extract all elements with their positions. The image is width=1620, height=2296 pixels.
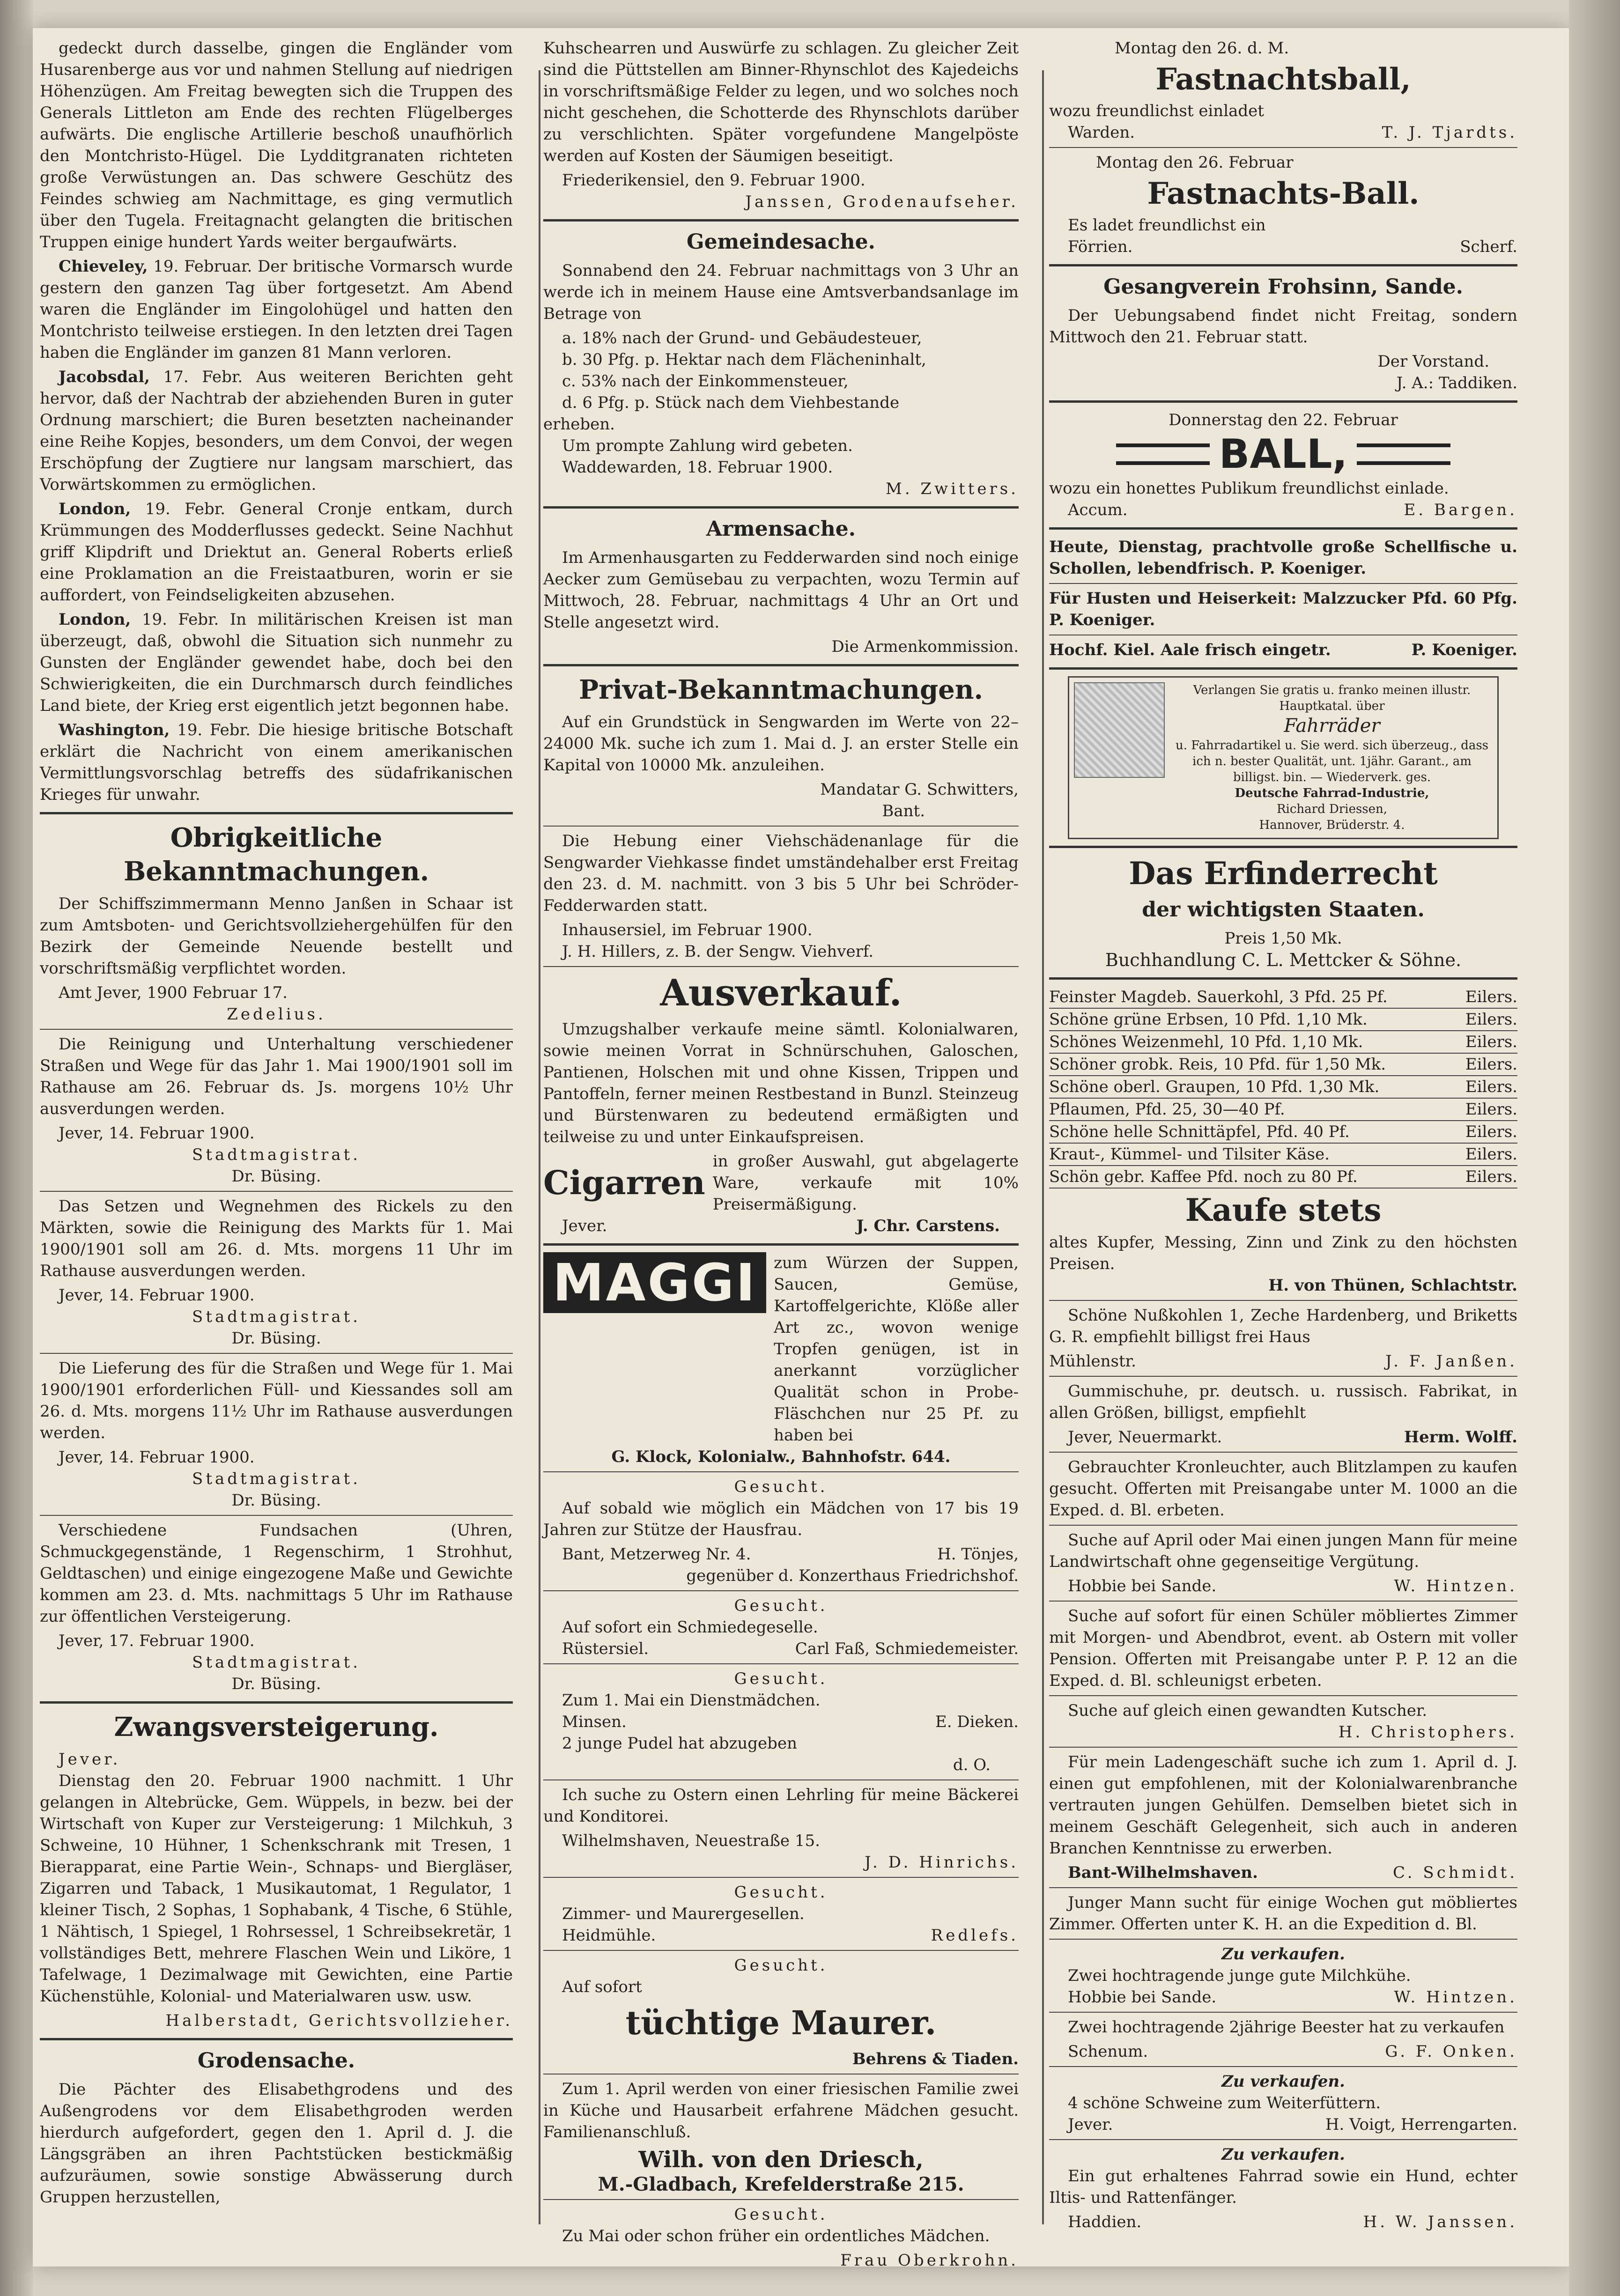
divider (1049, 1300, 1517, 1301)
ad-text: Für Husten und Heiserkeit: Malzzucker Pfd. 60 Pfg. (1049, 589, 1517, 608)
ad-sig: G. F. Onken. (1385, 2042, 1517, 2061)
ad-text: 2 junge Pudel hat abzugeben (562, 1734, 797, 1753)
divider (1049, 2139, 1517, 2140)
notice-place: Amt Jever, 1900 Februar 17. (59, 983, 288, 1002)
ad-text: Zwei hochtragende 2jährige Beester hat zu verkaufen (1068, 2018, 1505, 2037)
ad-price: Preis 1,50 Mk. (1224, 929, 1342, 948)
divider (1049, 1525, 1517, 1526)
ad-title: Gesangverein Frohsinn, Sande. (1103, 275, 1463, 299)
ad-text: Zum 1. Mai ein Dienstmädchen. (562, 1691, 821, 1710)
list-item: Pflaumen, Pfd. 25, 30—40 Pf. Eilers. (1049, 1099, 1517, 1121)
divider (543, 826, 1019, 827)
notice-text: Die Reinigung und Unterhaltung verschiedener Straßen und Wege für das Jahr 1. Mai 1900/1901 soll im Rathause am 26. Februar ds. Js. morgens 10½ Uhr ausverdungen werden. (40, 1035, 513, 1118)
ad-text: Gebrauchter Kronleuchter, auch Blitzlampen zu kaufen gesucht. Offerten mit Preisangabe unter M. 1000 an die Exped. d. Bl. erbeten. (1049, 1458, 1517, 1520)
ad-sig: P. Koeniger. (1260, 559, 1367, 578)
maggi-logo: MAGGI (543, 1252, 766, 1313)
list-item: Schöne grüne Erbsen, 10 Pfd. 1,10 Mk. Eilers. (1049, 1009, 1517, 1031)
divider (40, 1515, 513, 1516)
notice-sig: Dr. Büsing. (231, 1167, 321, 1186)
ad-sig: Der Vorstand. (1377, 352, 1489, 371)
ad-text: Verlangen Sie gratis u. franko meinen illustr. Hauptkatal. über (1193, 683, 1471, 713)
ad-title: BALL, (1219, 431, 1348, 478)
divider (40, 2038, 513, 2040)
ad-text: Suche auf gleich einen gewandten Kutscher. (1068, 1701, 1428, 1720)
divider (1049, 527, 1517, 530)
news-item: London, 19. Febr. General Cronje entkam, durch Krümmungen des Modderflusses gedeckt. Seine Nachhut griff Klipdrift und Driektut an. General Roberts erließ eine Proklamation an die Freistaatburen, worin er sie auffordert, von Feindseligkeiten abzusehen. (40, 500, 513, 605)
ad-sig: H. Tönjes, (937, 1545, 1019, 1564)
divider (543, 219, 1019, 221)
ad-sig: G. Klock, Kolonialw., Bahnhofstr. 644. (611, 1447, 951, 1466)
ad-sig: Hannover, Brüderstr. 4. (1259, 818, 1405, 832)
notice-text: Kuhschearren und Auswürfe zu schlagen. Zu gleicher Zeit sind die Püttstellen am Binner-Rhynschlot des Kajedeichs in vorschriftsmäßige Felder zu legen, und wo solches noch nicht geschehen, die Schotterde des Rhynschlots darüber zu verschlichten. Später vorgefundene Mangelpöste werden auf Kosten der Säumigen beseitigt. (543, 39, 1019, 165)
ad-text: Zum 1. April werden von einer friesischen Familie zwei in Küche und Hausarbeit erfahrene Mädchen gesucht. Familienanschluß. (543, 2080, 1019, 2141)
ad-text: Hochf. Kiel. Aale frisch eingetr. (1049, 641, 1331, 659)
divider (1049, 147, 1517, 148)
ad-title: Gesucht. (734, 1669, 828, 1688)
ad-text: Suche auf April oder Mai einen jungen Mann für meine Landwirtschaft ohne gegenseitige Vergütung. (1049, 1531, 1517, 1571)
divider (543, 966, 1019, 967)
ad-text: Zwei hochtragende junge gute Milchkühe. (1068, 1966, 1411, 1985)
divider (40, 1353, 513, 1354)
ad-text: Suche auf sofort für einen Schüler möbliertes Zimmer mit Morgen- und Abendbrot, event. ab Ostern mit voller Pension. Offerten mit Preisangabe unter P. P. 12 an die Exped. d. Bl. schleunigst erbeten. (1049, 1607, 1517, 1690)
column-1 (40, 37, 513, 2211)
ad-title: Gesucht. (734, 2205, 828, 2224)
divider (543, 1950, 1019, 1951)
decorative-bars (1116, 443, 1210, 465)
divider (1049, 583, 1517, 584)
ad-text: Ein gut erhaltenes Fahrrad sowie ein Hund, echter Iltis- und Rattenfänger. (1049, 2167, 1517, 2207)
ad-sig: E. Bargen. (1404, 501, 1517, 519)
divider (1049, 1601, 1517, 1602)
notice-place: Jever, 17. Februar 1900. (59, 1632, 255, 1650)
notice-text: Um prompte Zahlung wird gebeten. (562, 436, 853, 455)
ad-place: Bant, Metzerweg Nr. 4. (562, 1545, 751, 1564)
section-title: Zwangsversteigerung. (114, 1712, 439, 1742)
divider (1049, 400, 1517, 403)
notice-org: Stadtmagistrat. (192, 1307, 361, 1326)
divider (1049, 1887, 1517, 1888)
ad-text: Junger Mann sucht für einige Wochen gut möbliertes Zimmer. Offerten unter K. H. an die Expedition d. Bl. (1049, 1893, 1517, 1934)
ad-place: Hobbie bei Sande. (1068, 1988, 1217, 2007)
ad-text: Auf sofort (562, 1978, 642, 1996)
ad-text: zum Würzen der Suppen, Saucen, Gemüse, Kartoffelgerichte, Klöße aller Art zc., wovon wenige Tropfen genügen, ist in anerkannt vorzüglicher Qualität schon in Probe-Fläschchen nur 25 Pf. zu haben bei (774, 1254, 1019, 1445)
divider (1049, 2066, 1517, 2067)
war-news (40, 37, 513, 805)
list-item: Schöne oberl. Graupen, 10 Pfd. 1,30 Mk. Eilers. (1049, 1076, 1517, 1099)
section-title: Armensache. (706, 517, 856, 541)
list-item: Schöne helle Schnittäpfel, Pfd. 40 Pf. Eilers. (1049, 1121, 1517, 1144)
ad-text: Umzugshalber verkaufe meine sämtl. Kolonialwaren, sowie meinen Vorrat in Schnürschuhen, Galoschen, Pantienen, Holschen mit und ohne Kissen, Trippen und Pantoffeln, ferner meinen Restbestand in Bunzl. Steinzeug und Bürstenwaren zu bedeutend ermäßigten und teilweise zu und unter Einkaufspreisen. (543, 1020, 1019, 1146)
divider (543, 664, 1019, 666)
divider (1049, 1747, 1517, 1748)
ad-sig: J. Chr. Carstens. (856, 1217, 1000, 1235)
ad-place: Mühlenstr. (1049, 1352, 1136, 1371)
ad-text: Die Hebung einer Viehschädenanlage für die Sengwarder Viehkasse findet umständehalber erst Freitag den 23. d. M. nachmitt. von 3 bis 5 Uhr bei Schröder-Fedderwarden statt. (543, 832, 1019, 915)
bicycle-ad (1068, 676, 1499, 839)
notice-text: Im Armenhausgarten zu Fedderwarden sind noch einige Aecker zum Gemüsebau zu verpachten, wozu Termin auf Mittwoch, 28. Februar, nachmittags 4 Uhr an Ort und Stelle angesetzt wird. (543, 548, 1019, 632)
ad-sig: Herm. Wolff. (1404, 1428, 1517, 1447)
ad-text: Auf sofort ein Schmiedegeselle. (562, 1618, 818, 1637)
divider (1049, 667, 1517, 670)
ad-sig: Scherf. (1460, 237, 1517, 256)
ad-sig: Carl Faß, Schmiedemeister. (795, 1639, 1019, 1658)
ad-place: Haddien. (1068, 2213, 1142, 2231)
ad-text: u. Fahrradartikel u. Sie werd. sich überzeug., dass ich n. bester Qualität, unt. 1jähr. Garant., am billigst. bin. — Wiederverk. ges. (1175, 738, 1489, 784)
divider (543, 1779, 1019, 1780)
notice-text: Dienstag den 20. Februar 1900 nachmitt. 1 Uhr gelangen in Altebrücke, Gem. Wüppels, in bezw. bei der Wirtschaft von Kuper zur Versteigerung: 1 Milchkuh, 3 Schweine, 10 Hühner, 1 Schenkschrank mit Tresen, 1 Bierapparat, eine Partie Wein-, Schnaps- und Biergläser, Zigarren und Taback, 1 Musikautomat, 1 Regulator, 1 kleiner Tisch, 2 Sophas, 1 Sophabank, 4 Tische, 6 Stühle, 1 Nähtisch, 1 Spiegel, 1 Rohrsessel, 1 Schreibsekretär, 1 vollständiges Bett, mehrere Flaschen Wein und Liköre, 1 Tafelwage, 1 Dezimalwage mit Gewichten, eine Partie Küchenstühle, Kolonial- und Materialwaren usw. usw. (40, 1772, 513, 2006)
ad-date: Montag den 26. d. M. (1115, 39, 1289, 58)
notice-text: Das Setzen und Wegnehmen des Rickels zu den Märkten, sowie die Reinigung des Markts für 1. Mai 1900/1901 soll am 26. d. Mts. morgens 11 Uhr im Rathause ausverdungen werden. (40, 1197, 513, 1280)
ad-text: Auf ein Grundstück in Sengwarden im Werte von 22–24000 Mk. suche ich zum 1. Mai d. J. an erster Stelle ein Kapital von 10000 Mk. anzuleihen. (543, 713, 1019, 775)
notice-place: Waddewarden, 18. Februar 1900. (562, 458, 833, 477)
ad-sig: H. Voigt, Herrengarten. (1325, 2115, 1517, 2134)
ad-sig: gegenüber d. Konzerthaus Friedrichshof. (686, 1566, 1019, 1585)
notice-place: Jever, 14. Februar 1900. (59, 1448, 255, 1467)
ad-title: Zu verkaufen. (1221, 2072, 1345, 2091)
ad-sig: H. W. Janssen. (1363, 2213, 1517, 2231)
ad-title: Gesucht. (734, 1883, 828, 1902)
notice-sig: Janssen, Grodenaufseher. (745, 192, 1019, 211)
news-item: Jacobsdal, 17. Febr. Aus weiteren Berichten geht hervor, daß der Nachtrab der abziehenden Buren in guter Ordnung marschiert; die Buren besetzten nacheinander eine Reihe Kopjes, besonders, um dem Convoi, der wegen Erschöpfung der Zugtiere nur langsam marschiert, das Vorwärtskommen zu ermöglichen. (40, 368, 513, 494)
ad-place: Rüstersiel. (562, 1639, 649, 1658)
divider (1049, 846, 1517, 848)
divider (543, 2074, 1019, 2075)
list-item: Kraut-, Kümmel- und Tilsiter Käse. Eilers. (1049, 1144, 1517, 1166)
ad-text: Heute, Dienstag, prachtvolle große Schellfische u. Schollen, lebendfrisch. (1049, 538, 1517, 578)
section-title: Privat-Bekanntmachungen. (579, 674, 983, 705)
ad-text: Ich suche zu Ostern einen Lehrling für meine Bäckerei und Konditorei. (543, 1786, 1019, 1826)
ad-sig: J. A.: Taddiken. (1396, 374, 1517, 392)
divider (1049, 2012, 1517, 2013)
section-title: Grodensache. (197, 2049, 355, 2073)
ad-title: Fahrräder (1284, 715, 1380, 737)
column-3 (1049, 37, 1517, 2233)
ad-text: in großer Auswahl, gut abgelagerte Ware, verkaufe mit 10% Preisermäßigung. (712, 1152, 1019, 1214)
price-list (1049, 986, 1517, 1189)
notice-text: Verschiedene Fundsachen (Uhren, Schmuckgegenstände, 1 Regenschirm, 1 Strohhut, Geldtaschen) und einige eingezogene Maße und Gewichte kommen am 23. d. Mts. nachmittags 5 Uhr im Rathause zur öffentlichen Versteigerung. (40, 1521, 513, 1626)
ad-place: Jever. (1068, 2115, 1113, 2134)
ad-sig: Behrens & Tiaden. (852, 2050, 1019, 2068)
notice-sig: Dr. Büsing. (231, 1491, 321, 1510)
divider (543, 506, 1019, 509)
ad-place: Bant-Wilhelmshaven. (1068, 1863, 1258, 1882)
page-edge (1569, 0, 1620, 2296)
ad-text: Zu Mai oder schon früher ein ordentliches Mädchen. (562, 2227, 990, 2245)
ad-place: Wilhelmshaven, Neuestraße 15. (562, 1831, 820, 1850)
ad-place: Minsen. (562, 1713, 627, 1731)
divider (40, 1191, 513, 1192)
list-item: b. 30 Pfg. p. Hektar nach dem Flächeninhalt, (562, 350, 926, 369)
divider (40, 1701, 513, 1704)
ad-sig: P. Koeniger. (1411, 641, 1517, 659)
ad-subtitle: der wichtigsten Staaten. (1142, 898, 1425, 922)
notice-org: Stadtmagistrat. (192, 1469, 361, 1488)
ad-place: Accum. (1068, 501, 1128, 519)
ad-sig: Mandatar G. Schwitters, (820, 780, 1019, 799)
divider (543, 1243, 1019, 1246)
ad-sig: H. von Thünen, Schlachtstr. (1268, 1276, 1517, 1295)
section-title: Gemeindesache. (687, 230, 875, 254)
ad-text: wozu ein honettes Publikum freundlichst einlade. (1049, 479, 1449, 498)
divider (543, 1590, 1019, 1591)
ad-title: Fastnachtsball, (1155, 62, 1411, 97)
notice-text: Der Schiffszimmermann Menno Janßen in Schaar ist zum Amtsboten- und Gerichtsvollziehergehülfen für den Bezirk der Gemeinde Neuende bestellt und vorschriftsmäßig verpflichtet worden. (40, 894, 513, 978)
ad-title: Kaufe stets (1185, 1192, 1382, 1228)
divider (543, 1877, 1019, 1878)
ad-title: Fastnachts-Ball. (1147, 176, 1420, 211)
notice-text: Die Pächter des Elisabethgrodens und des Außengrodens vor dem Elisabethgroden werden hierdurch aufgefordert, gegen den 1. April d. J. die Längsgräben an ihren Pachtstücken bestickmäßig aufzuräumen, sowie sonstige Abwässerung durch Gruppen herzustellen, (40, 2080, 513, 2207)
divider (1049, 1452, 1517, 1453)
divider (40, 812, 513, 814)
ad-sig: T. J. Tjardts. (1382, 123, 1517, 142)
ad-title: Cigarren (543, 1163, 705, 1202)
notice-sig: Dr. Büsing. (231, 1675, 321, 1693)
ad-place: Bant. (882, 802, 925, 820)
ad-sig: W. Hintzen. (1394, 1577, 1517, 1595)
news-item: London, 19. Febr. In militärischen Kreisen ist man überzeugt, daß, obwohl die Situation sich nunmehr zu Gunsten der Engländer gewendet habe, doch bei den Schwierigkeiten, die ein Durchmarsch durch feindliches Land biete, der Krieg erst eigentlich jetzt begonnen habe. (40, 610, 513, 715)
ad-sig: M.-Gladbach, Krefelderstraße 215. (598, 2173, 964, 2195)
news-item: gedeckt durch dasselbe, gingen die Engländer vom Husarenberge aus vor und nahmen Stellung auf niedrigen Höhenzügen. Am Freitag bewegten sich die Truppen des Generals Littleton am Ende des rechten Flügelberges aufwärts. Die englische Artillerie beschoß unaufhörlich den Montchristo-Hügel. Die Lydditgranaten richteten große Verwüstungen an. Das schwere Geschütz des Feindes schwieg am Nachmittage, es ging vermutlich über den Tugela. Freitagnacht gelangten die britischen Truppen einige hundert Yards weiter bergaufwärts. (40, 39, 513, 251)
ad-date: Montag den 26. Februar (1096, 153, 1294, 172)
ad-sig: Deutsche Fahrrad-Industrie, (1235, 786, 1429, 800)
ad-text: 4 schöne Schweine zum Weiterfüttern. (1068, 2094, 1381, 2112)
ad-place: Inhausersiel, im Februar 1900. (562, 921, 813, 939)
column-2 (543, 37, 1019, 2271)
ad-sig: Richard Driessen, (1276, 802, 1388, 816)
ad-sig: E. Dieken. (935, 1713, 1019, 1731)
ad-text: altes Kupfer, Messing, Zinn und Zink zu den höchsten Preisen. (1049, 1233, 1517, 1273)
ad-title: Ausverkauf. (660, 972, 902, 1014)
ad-sig: d. O. (953, 1756, 991, 1774)
ad-sig: J. F. Janßen. (1385, 1352, 1517, 1371)
news-item: Chieveley, 19. Februar. Der britische Vormarsch wurde gestern den ganzen Tag über fortgesetzt. Am Abend waren die Engländer im Eingolohügel und hatten den Montchristo teilweise erstiegen. In den letzten drei Tagen haben die Engländer im ganzen 81 Mann verloren. (40, 257, 513, 362)
notice-sig: Halberstadt, Gerichtsvollzieher. (165, 2011, 513, 2030)
divider (543, 1471, 1019, 1472)
column-rule-1 (539, 70, 540, 2224)
ad-sig: Wilh. von den Driesch, (638, 2147, 924, 2173)
notice-text: Sonnabend den 24. Februar nachmittags von 3 Uhr an werde ich in meinem Hause eine Amtsverbandsanlage im Betrage von (543, 261, 1019, 323)
divider (1049, 1695, 1517, 1696)
divider (1049, 264, 1517, 266)
ad-title: tüchtige Maurer. (625, 2003, 937, 2042)
ad-title: Zu verkaufen. (1221, 1945, 1345, 1964)
notice-sig: Dr. Büsing. (231, 1329, 321, 1348)
ad-text: Schöne Nußkohlen 1, Zeche Hardenberg, und Briketts G. R. empfiehlt billigst frei Haus (1049, 1306, 1517, 1346)
decorative-bars (1357, 443, 1450, 465)
list-item: c. 53% nach der Einkommensteuer, (562, 372, 849, 391)
list-item: a. 18% nach der Grund- und Gebäudesteuer, (562, 329, 922, 347)
ad-text: Gummischuhe, pr. deutsch. u. russisch. Fabrikat, in allen Größen, billigst, empfiehlt (1049, 1382, 1517, 1422)
ad-place: Warden. (1068, 123, 1135, 142)
book-spine (0, 0, 33, 2296)
ad-sig: Redlefs. (931, 1926, 1019, 1945)
ad-title: Gesucht. (734, 1956, 828, 1975)
divider (543, 2199, 1019, 2200)
ad-sig: C. Schmidt. (1393, 1863, 1517, 1882)
section-title: Obrigkeitliche Bekanntmachungen. (123, 822, 429, 887)
ad-sig: J. D. Hinrichs. (864, 1853, 1019, 1872)
ad-sig: P. Koeniger. (1049, 611, 1155, 629)
list-item: Schön gebr. Kaffee Pfd. noch zu 80 Pf. Eilers. (1049, 1166, 1517, 1189)
notice-place: Jever, 14. Februar 1900. (59, 1286, 255, 1305)
news-item: Washington, 19. Febr. Die hiesige britische Botschaft erklärt die Nachricht von einem amerikanischen Vermittlungsvorschlag betreffs des südafrikanischen Krieges für unwahr. (40, 721, 513, 804)
ad-text: Auf sobald wie möglich ein Mädchen von 17 bis 19 Jahren zur Stütze der Hausfrau. (543, 1499, 1019, 1539)
ad-text: Der Uebungsabend findet nicht Freitag, sondern Mittwoch den 21. Februar statt. (1049, 306, 1517, 347)
divider (1049, 1376, 1517, 1377)
ad-sig: Buchhandlung C. L. Mettcker & Söhne. (1105, 950, 1462, 970)
list-item: Schönes Weizenmehl, 10 Pfd. 1,10 Mk. Eilers. (1049, 1031, 1517, 1054)
ad-title: Das Erfinderrecht (1129, 855, 1438, 892)
divider (543, 1663, 1019, 1664)
ad-title: Gesucht. (734, 1596, 828, 1615)
list-item: Feinster Magdeb. Sauerkohl, 3 Pfd. 25 Pf. Eilers. (1049, 986, 1517, 1009)
ad-place: Jever, Neuermarkt. (1068, 1428, 1222, 1447)
notice-place: Jever. (59, 1750, 121, 1769)
bicycle-figure-icon (1074, 682, 1165, 778)
divider (1049, 1939, 1517, 1940)
notice-text: erheben. (543, 415, 615, 434)
ad-place: Schenum. (1068, 2042, 1148, 2061)
ad-sig: H. Christophers. (1338, 1723, 1517, 1742)
ad-text: wozu freundlichst einladet (1049, 102, 1264, 120)
ad-sig: Frau Oberkrohn. (840, 2251, 1019, 2270)
divider (40, 1029, 513, 1030)
notice-org: Stadtmagistrat. (192, 1653, 361, 1672)
ad-text: Für mein Ladengeschäft suche ich zum 1. April d. J. einen gut empfohlenen, mit der Kolonialwarenbranche vertrauten jungen Gehülfen. Demselben bietet sich in meinem Geschäft Gelegenheit, sich auch in anderen Branchen Kenntnisse zu erwerben. (1049, 1753, 1517, 1858)
ad-place: Heidmühle. (562, 1926, 656, 1945)
notice-place: Friederikensiel, den 9. Februar 1900. (562, 171, 865, 190)
notice-org: Stadtmagistrat. (192, 1145, 361, 1164)
ad-place: Förrien. (1068, 237, 1133, 256)
ad-sig: J. H. Hillers, z. B. der Sengw. Viehverf. (562, 942, 874, 961)
ad-date: Donnerstag den 22. Februar (1169, 411, 1398, 429)
ad-place: Jever. (562, 1217, 607, 1235)
ad-title: Zu verkaufen. (1221, 2145, 1345, 2164)
ad-sig: W. Hintzen. (1394, 1988, 1517, 2007)
ball-banner (1049, 431, 1517, 478)
ad-text: Zimmer- und Maurergesellen. (562, 1905, 805, 1923)
notice-sig: M. Zwitters. (886, 480, 1019, 498)
notice-sig: Die Armenkommission. (831, 637, 1019, 656)
column-rule-2 (1042, 70, 1044, 2224)
list-item: Schöner grobk. Reis, 10 Pfd. für 1,50 Mk. Eilers. (1049, 1054, 1517, 1076)
notice-text: Die Lieferung des für die Straßen und Wege für 1. Mai 1900/1901 erforderlichen Füll- und Kiessandes soll am 26. d. Mts. morgens 11½ Uhr im Rathause ausverdungen werden. (40, 1359, 513, 1442)
ad-title: Gesucht. (734, 1477, 828, 1496)
list-item: d. 6 Pfg. p. Stück nach dem Viehbestande (562, 393, 900, 412)
divider (1049, 977, 1517, 980)
ad-place: Hobbie bei Sande. (1068, 1577, 1217, 1595)
ad-text: Es ladet freundlichst ein (1068, 216, 1266, 235)
notice-sig: Zedelius. (227, 1005, 326, 1024)
notice-place: Jever, 14. Februar 1900. (59, 1124, 255, 1143)
